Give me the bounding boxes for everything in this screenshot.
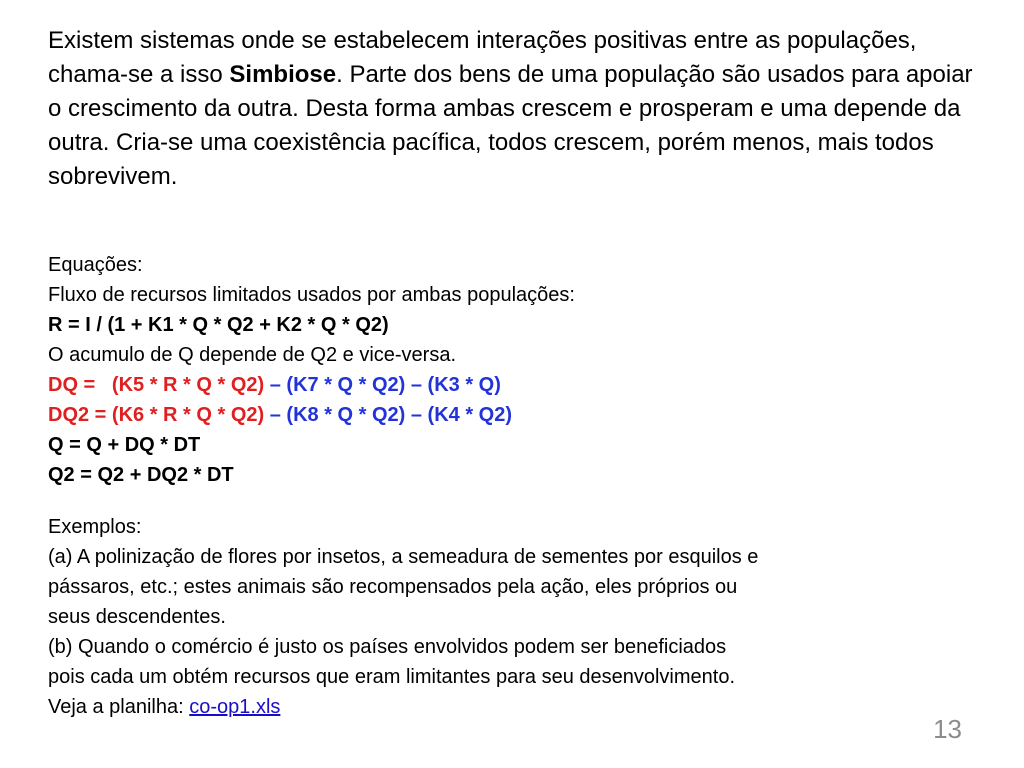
- q-update-equation: Q = Q + DQ * DT: [48, 434, 201, 456]
- example-b-line-2: pois cada um obtém recursos que eram limitantes para seu desenvolvimento.: [48, 666, 736, 688]
- dq-equation-blue: – (K7 * Q * Q2) – (K3 * Q): [264, 374, 501, 396]
- equations-section: [48, 250, 988, 490]
- dq2-equation-blue: – (K8 * Q * Q2) – (K4 * Q2): [264, 404, 513, 426]
- examples-heading: Exemplos:: [48, 516, 142, 538]
- flow-description: Fluxo de recursos limitados usados por ambas populações:: [48, 284, 575, 306]
- q2-update-equation: Q2 = Q2 + DQ2 * DT: [48, 464, 234, 486]
- spreadsheet-link[interactable]: co-op1.xls: [189, 696, 281, 718]
- intro-text-end: . Parte dos bens de uma população são usados para apoiar o crescimento da outra. Desta forma ambas crescem e prosperam e uma depende da outra. Cria-se uma coexistência pacífica, todos crescem, porém menos, mais todos sobrevivem.: [48, 61, 973, 190]
- r-equation: R = I / (1 + K1 * Q * Q2 + K2 * Q * Q2): [48, 314, 389, 336]
- intro-text-start: Existem sistemas onde se estabelecem interações positivas entre as populações, chama-se a isso: [48, 27, 917, 88]
- dq2-equation: [48, 400, 988, 430]
- dq2-equation-red: DQ2 = (K6 * R * Q * Q2): [48, 404, 265, 426]
- intro-term-simbiose: Simbiose: [229, 61, 337, 88]
- example-a-line-2: pássaros, etc.; estes animais são recompensados pela ação, eles próprios ou: [48, 576, 738, 598]
- dependency-note: O acumulo de Q depende de Q2 e vice-versa.: [48, 344, 457, 366]
- intro-paragraph: [48, 24, 988, 194]
- example-a-line-3: seus descendentes.: [48, 606, 226, 628]
- page-number: 13: [933, 714, 962, 744]
- dq-equation: [48, 370, 988, 400]
- example-a-line-1: (a) A polinização de flores por insetos, a semeadura de sementes por esquilos e: [48, 546, 759, 568]
- equations-heading: Equações:: [48, 254, 143, 276]
- spreadsheet-prefix: Veja a planilha:: [48, 696, 190, 718]
- examples-section: [48, 512, 988, 722]
- dq-equation-red: DQ = (K5 * R * Q * Q2): [48, 374, 265, 396]
- example-b-line-1: (b) Quando o comércio é justo os países envolvidos podem ser beneficiados: [48, 636, 727, 658]
- spreadsheet-line: [48, 692, 988, 722]
